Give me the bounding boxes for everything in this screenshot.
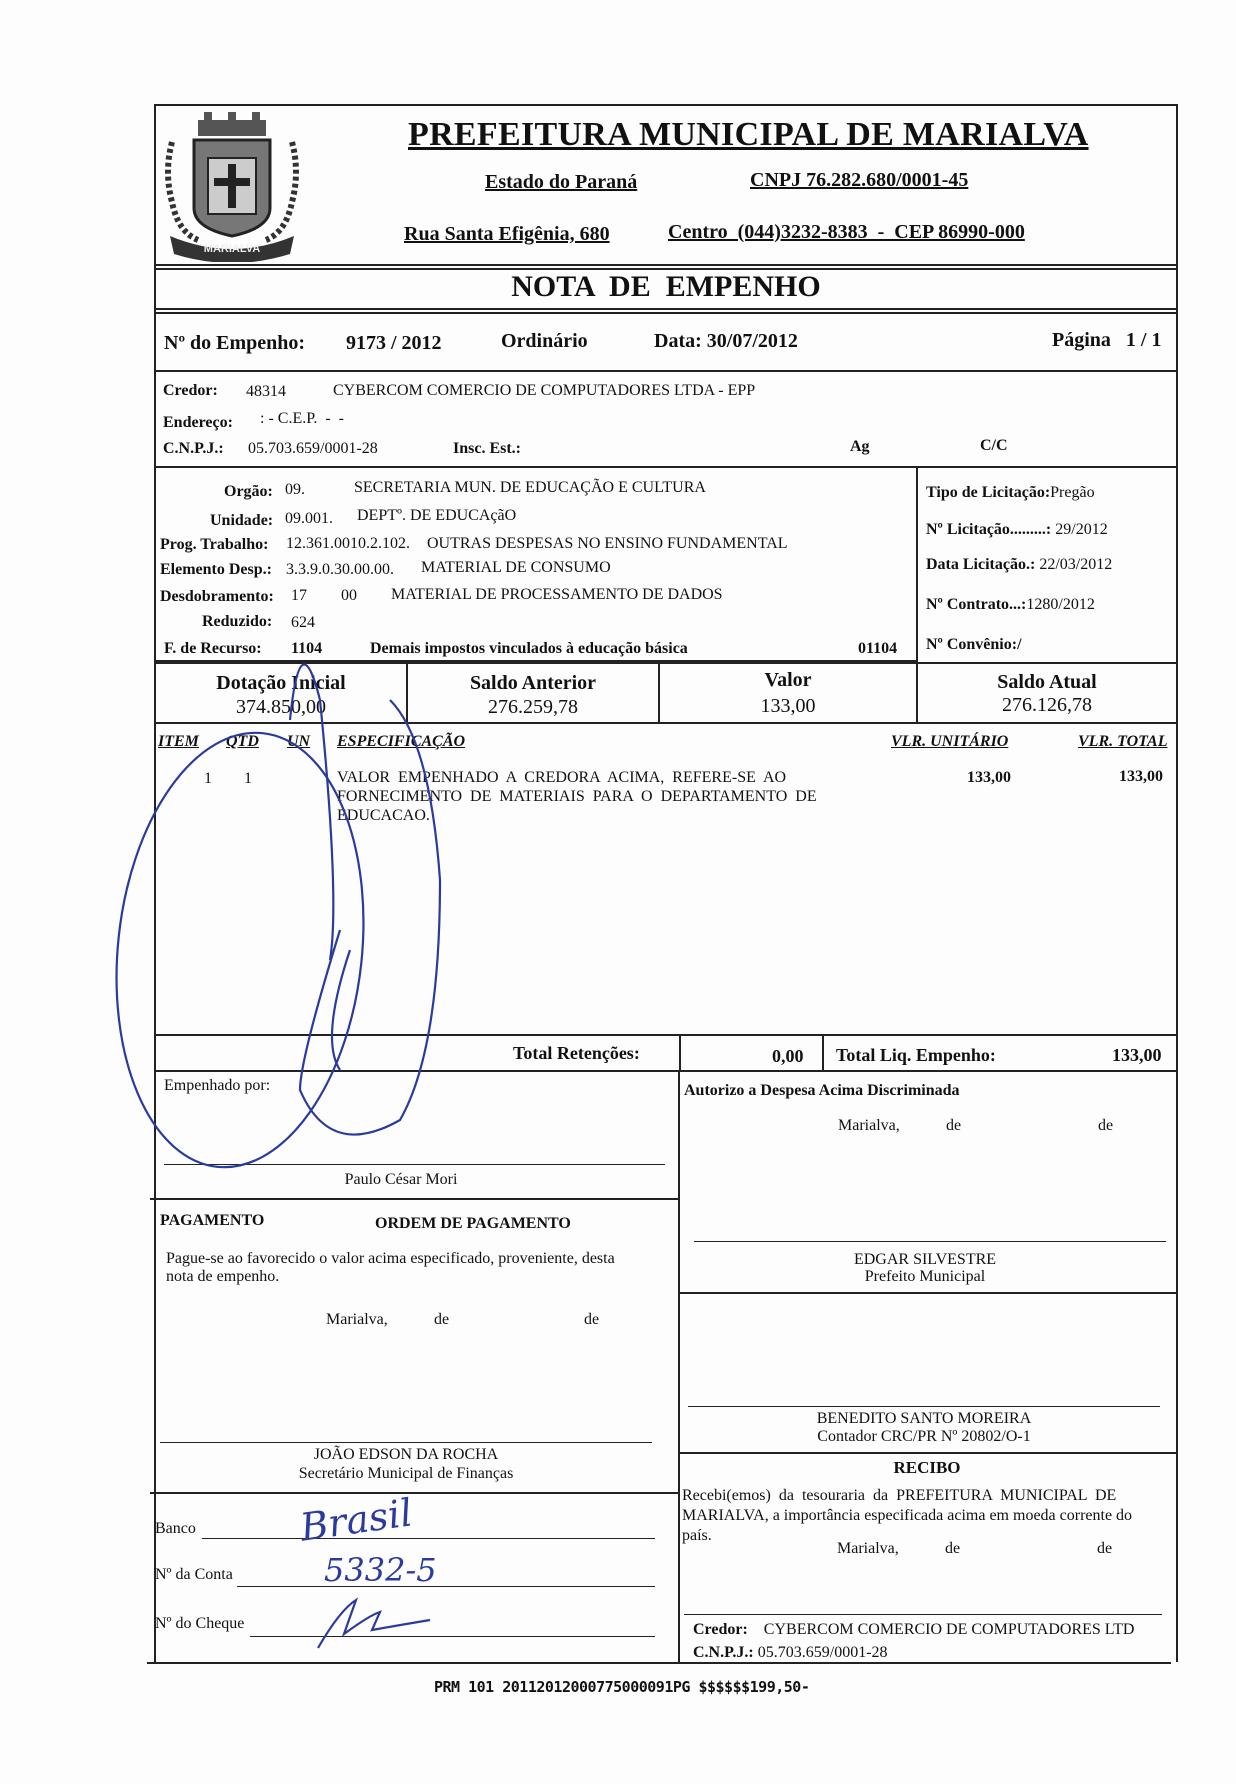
prefeito-role: Prefeito Municipal — [864, 1268, 986, 1285]
pagamento-de: de — [434, 1311, 450, 1328]
data-licitacao-value: 22/03/2012 — [1039, 556, 1113, 573]
contador-role: Contador CRC/PR Nº 20802/O-1 — [817, 1428, 1031, 1445]
empenhado-name: Paulo César Mori — [344, 1171, 458, 1188]
recibo-label: RECIBO — [893, 1458, 961, 1477]
document-title: NOTA DE EMPENHO — [511, 270, 821, 303]
autorizo-city: Marialva, — [838, 1117, 900, 1134]
recibo-city: Marialva, — [837, 1540, 899, 1557]
endereco-value: : - C.E.P. - - — [260, 410, 344, 427]
orgao-name: SECRETARIA MUN. DE EDUCAÇÃO E CULTURA — [354, 479, 706, 496]
reduzido-value: 624 — [291, 614, 315, 631]
item-qtd: 1 — [244, 770, 252, 787]
col-qtd: QTD — [226, 733, 259, 750]
prog-code: 12.361.0010.2.102. — [286, 535, 410, 552]
col-especificacao: ESPECIFICAÇÃO — [337, 733, 466, 750]
col-un: UN — [287, 733, 311, 750]
recibo-de: de — [945, 1540, 961, 1557]
desdobramento-label: Desdobramento: — [160, 588, 274, 605]
insc-label: Insc. Est.: — [453, 440, 522, 457]
header-contact: Centro (044)3232-8383 - CEP 86990-000 — [668, 221, 1025, 243]
autorizo-de: de — [1098, 1117, 1114, 1134]
col-vlr-unitario: VLR. UNITÁRIO — [891, 733, 1009, 750]
saldo-anterior-value: 276.259,78 — [488, 696, 578, 718]
saldo-atual-value: 276.126,78 — [1002, 694, 1092, 716]
prefeito-name: EDGAR SILVESTRE — [853, 1251, 997, 1268]
recurso-extra: 01104 — [858, 640, 898, 657]
prog-name: OUTRAS DESPESAS NO ENSINO FUNDAMENTAL — [427, 535, 788, 552]
valor-value: 133,00 — [760, 695, 816, 717]
dotacao-label: Dotação Inicial — [216, 672, 346, 694]
retencoes-label: Total Retenções: — [513, 1043, 640, 1063]
pagamento-text: nota de empenho. — [166, 1268, 280, 1285]
orgao-code: 09. — [285, 481, 305, 498]
credor-label: Credor: — [163, 382, 218, 399]
elemento-name: MATERIAL DE CONSUMO — [421, 559, 611, 576]
recibo-text-line: Recebi(emos) da tesouraria da PREFEITURA MUNICIPAL DE — [682, 1487, 1117, 1504]
prog-label: Prog. Trabalho: — [160, 536, 269, 553]
recibo-cnpj-value: 05.703.659/0001-28 — [757, 1644, 888, 1661]
ag-label: Ag — [850, 438, 870, 455]
cnpj-value: 05.703.659/0001-28 — [248, 440, 378, 457]
item-number: 1 — [204, 770, 212, 787]
scribble-stroke — [290, 664, 333, 960]
num-licitacao-value: 29/2012 — [1055, 521, 1108, 538]
pagamento-label: PAGAMENTO — [160, 1212, 265, 1229]
pagamento-city: Marialva, — [326, 1311, 388, 1328]
pagamento-text: Pague-se ao favorecido o valor acima especificado, proveniente, desta — [166, 1250, 615, 1267]
unidade-name: DEPTº. DE EDUCAçãO — [357, 507, 517, 524]
item-total-value: 133,00 — [1119, 768, 1163, 785]
crest-banner-text: MARIALVA — [203, 243, 261, 255]
tipo-licitacao-value: Pregão — [1050, 484, 1095, 501]
item-description-line: VALOR EMPENHADO A CREDORA ACIMA, REFERE-SE AO — [337, 769, 787, 786]
liq-label: Total Liq. Empenho: — [836, 1045, 996, 1065]
tipo-licitacao-label-text: Tipo de Licitação: — [926, 484, 1051, 501]
state-name: Estado do Paraná — [485, 171, 638, 193]
elemento-code: 3.3.9.0.30.00.00. — [286, 561, 394, 578]
orgao-label: Orgão: — [224, 483, 273, 500]
scribble-loop — [96, 720, 384, 1179]
reduzido-label: Reduzido: — [202, 613, 273, 630]
desdobramento-code: 17 — [291, 587, 307, 604]
empenho-type: Ordinário — [501, 330, 588, 352]
recibo-text-line: MARIALVA, a importância especificada acima em moeda corrente do — [682, 1507, 1133, 1524]
saldo-atual-label: Saldo Atual — [997, 671, 1097, 693]
recibo-de: de — [1097, 1540, 1113, 1557]
ordem-pagamento-label: ORDEM DE PAGAMENTO — [375, 1215, 571, 1232]
cc-label: C/C — [980, 437, 1008, 454]
elemento-label: Elemento Desp.: — [160, 561, 272, 578]
valor-label: Valor — [764, 669, 812, 691]
header-cnpj: CNPJ 76.282.680/0001-45 — [750, 169, 969, 191]
col-vlr-total: VLR. TOTAL — [1078, 733, 1168, 750]
liq-value: 133,00 — [1112, 1045, 1162, 1065]
header-address: Rua Santa Efigênia, 680 — [404, 223, 610, 245]
recibo-credor-value: CYBERCOM COMERCIO DE COMPUTADORES LTD — [763, 1621, 1135, 1638]
page-number: Página 1 / 1 — [1052, 329, 1162, 351]
endereco-label: Endereço: — [163, 414, 233, 431]
empenho-date: Data: 30/07/2012 — [654, 330, 798, 352]
autorizo-label: Autorizo a Despesa Acima Discriminada — [684, 1082, 960, 1099]
contrato-label: Nº Contrato...: — [926, 596, 1027, 613]
desdobramento-sub: 00 — [341, 587, 357, 604]
pagamento-de: de — [584, 1311, 600, 1328]
item-description-line: FORNECIMENTO DE MATERIAIS PARA O DEPARTAMENTO DE — [337, 788, 817, 805]
contador-name: BENEDITO SANTO MOREIRA — [816, 1410, 1032, 1427]
handwritten-conta: 5332-5 — [324, 1551, 437, 1589]
dotacao-value: 374.850,00 — [236, 696, 326, 718]
banco-label: Banco — [155, 1520, 196, 1537]
autorizo-de: de — [946, 1117, 962, 1134]
municipality-title: PREFEITURA MUNICIPAL DE MARIALVA — [408, 116, 1089, 153]
saldo-anterior-label: Saldo Anterior — [469, 672, 597, 694]
item-description-line: EDUCACAO. — [337, 807, 430, 824]
handwritten-banco: Brasil — [297, 1490, 416, 1550]
unidade-label: Unidade: — [210, 512, 274, 529]
empenho-number: 9173 / 2012 — [346, 332, 442, 354]
cnpj-label: C.N.P.J.: — [163, 440, 224, 457]
credor-code: 48314 — [246, 383, 286, 400]
recurso-label: F. de Recurso: — [164, 640, 262, 657]
num-licitacao-label: Nº Licitação.........: — [926, 521, 1052, 538]
secretario-name: JOÃO EDSON DA ROCHA — [313, 1446, 499, 1463]
data-licitacao-label: Data Licitação.: — [926, 556, 1036, 573]
recurso-code: 1104 — [291, 640, 323, 657]
recibo-cnpj-label: C.N.P.J.: — [693, 1644, 754, 1661]
conta-label: Nº da Conta — [155, 1566, 233, 1583]
cheque-signature — [318, 1600, 430, 1648]
recibo-text-line: país. — [682, 1527, 712, 1544]
scribble-stroke — [300, 700, 440, 1135]
retencoes-value: 0,00 — [772, 1046, 804, 1066]
credor-name: CYBERCOM COMERCIO DE COMPUTADORES LTDA - EPP — [333, 382, 756, 399]
unidade-code: 09.001. — [285, 510, 333, 527]
empenho-label: Nº do Empenho: — [164, 332, 306, 354]
secretario-role: Secretário Municipal de Finanças — [298, 1465, 514, 1482]
col-item: ITEM — [158, 733, 199, 750]
footer-code: PRM 101 20112012000775000091PG $$$$$$199,50- — [434, 1678, 810, 1696]
desdobramento-name: MATERIAL DE PROCESSAMENTO DE DADOS — [391, 586, 723, 603]
recurso-name: Demais impostos vinculados à educação básica — [370, 640, 688, 657]
cheque-label: Nº do Cheque — [155, 1615, 245, 1632]
empenhado-label: Empenhado por: — [164, 1077, 271, 1094]
recibo-credor-label: Credor: — [693, 1621, 748, 1638]
convenio-label: Nº Convênio:/ — [926, 636, 1022, 653]
item-unit-value: 133,00 — [967, 769, 1011, 786]
contrato-value: 1280/2012 — [1026, 596, 1095, 613]
